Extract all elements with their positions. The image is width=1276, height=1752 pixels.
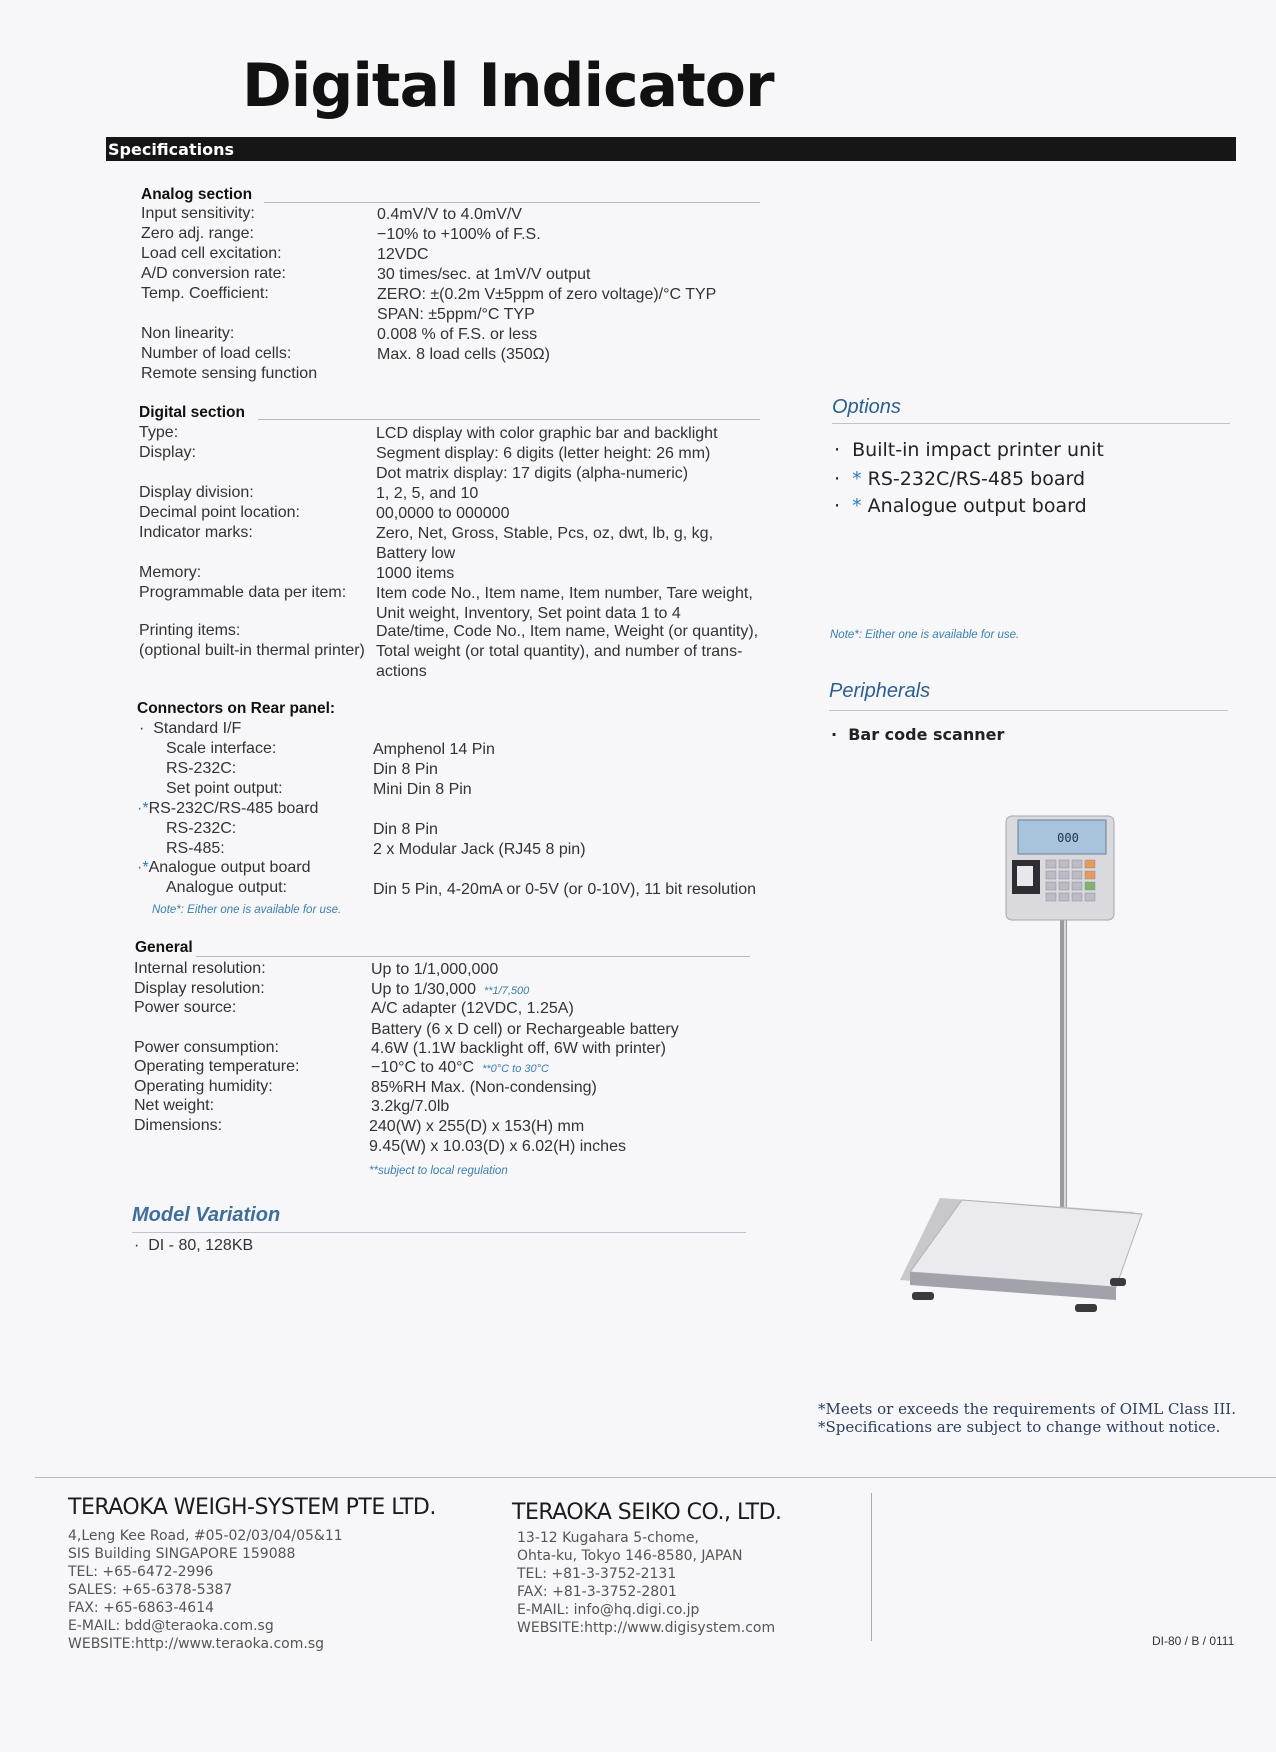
- analogue-board-label: ·*Analogue output board: [137, 859, 311, 876]
- digital-value: Zero, Net, Gross, Stable, Pcs, oz, dwt, lb, g, kg,: [376, 525, 714, 542]
- digital-value: Segment display: 6 digits (letter height: 26 mm): [376, 445, 711, 462]
- board-rs232-value: Din 8 Pin: [373, 821, 438, 838]
- company1-address-line: E-MAIL: bdd@teraoka.com.sg: [68, 1618, 274, 1634]
- option-item: · Built-in impact printer unit: [834, 439, 1104, 461]
- consumption-value: 4.6W (1.1W backlight off, 6W with printer): [371, 1040, 666, 1057]
- set-point-value: Mini Din 8 Pin: [373, 781, 472, 798]
- digital-value: Battery low: [376, 545, 456, 562]
- specifications-label: Specifications: [108, 140, 234, 159]
- scale-interface-value: Amphenol 14 Pin: [373, 741, 495, 758]
- company2-address: [517, 1529, 775, 1637]
- analog-label: Temp. Coefficient:: [141, 285, 269, 302]
- analogue-output-value: Din 5 Pin, 4-20mA or 0-5V (or 0-10V), 11 bit resolution: [373, 881, 756, 898]
- general-heading: General: [135, 939, 193, 956]
- indicator-head: [1006, 816, 1114, 920]
- digital-label: Programmable data per item:: [139, 584, 347, 601]
- digital-label: Printing items:: [139, 622, 241, 639]
- company2-address-line: E-MAIL: info@hq.digi.co.jp: [517, 1602, 700, 1618]
- company2-address-line: Ohta-ku, Tokyo 146-8580, JAPAN: [517, 1548, 743, 1564]
- digital-value: Date/time, Code No., Item name, Weight (or quantity),: [376, 623, 759, 640]
- digital-value: Dot matrix display: 17 digits (alpha-numeric): [376, 465, 689, 482]
- display-res-label: Display resolution:: [134, 980, 265, 997]
- company2-address-line: TEL: +81-3-3752-2131: [517, 1566, 677, 1582]
- digital-label: Memory:: [139, 564, 202, 581]
- options-note: Note*: Either one is available for use.: [830, 629, 1020, 641]
- optemp-label: Operating temperature:: [134, 1058, 300, 1075]
- specifications-bar: [106, 137, 1236, 161]
- digital-value: Total weight (or total quantity), and number of trans-: [376, 643, 743, 660]
- digital-value: LCD display with color graphic bar and backlight: [376, 425, 718, 442]
- humidity-value: 85%RH Max. (Non-condensing): [371, 1079, 597, 1096]
- company2-name: TERAOKA SEIKO CO., LTD.: [512, 1500, 782, 1525]
- dims-value-1: 240(W) x 255(D) x 153(H) mm: [369, 1118, 585, 1135]
- internal-res-value: Up to 1/1,000,000: [371, 961, 499, 978]
- page-title: Digital Indicator: [242, 51, 774, 121]
- digital-value: 00,0000 to 000000: [376, 505, 510, 522]
- options-heading: Options: [832, 396, 901, 418]
- scale-interface-label: Scale interface:: [166, 740, 277, 757]
- footer-rule: [35, 1477, 1276, 1478]
- company1-address: [68, 1527, 343, 1653]
- analogue-output-label: Analogue output:: [166, 879, 287, 896]
- general-rule: [196, 956, 750, 957]
- digital-heading: Digital section: [139, 404, 245, 421]
- peripherals-rule: [829, 710, 1228, 711]
- power-label: Power source:: [134, 999, 237, 1016]
- analog-label: Zero adj. range:: [141, 225, 254, 242]
- digital-value: 1000 items: [376, 565, 455, 582]
- analog-label: A/D conversion rate:: [141, 265, 286, 282]
- connectors-note: Note*: Either one is available for use.: [152, 904, 342, 916]
- analog-value: 30 times/sec. at 1mV/V output: [377, 266, 591, 283]
- analog-heading: Analog section: [141, 186, 253, 203]
- analog-label: Number of load cells:: [141, 345, 292, 362]
- model-variation-rule: [132, 1232, 746, 1233]
- optemp-value: −10°C to 40°C **0°C to 30°C: [371, 1059, 549, 1076]
- humidity-label: Operating humidity:: [134, 1078, 273, 1095]
- company1-address-line: SIS Building SINGAPORE 159088: [68, 1546, 296, 1562]
- document-reference: DI-80 / B / 0111: [1152, 1634, 1235, 1648]
- company2-address-line: FAX: +81-3-3752-2801: [517, 1584, 677, 1600]
- digital-value: Unit weight, Inventory, Set point data 1 to 4: [376, 605, 681, 622]
- company1-address-line: WEBSITE:http://www.teraoka.com.sg: [68, 1636, 325, 1652]
- analog-value: ZERO: ±(0.2m V±5ppm of zero voltage)/°C TYP: [377, 286, 717, 303]
- analog-label: Remote sensing function: [141, 365, 318, 382]
- analog-value: −10% to +100% of F.S.: [377, 226, 541, 243]
- analog-value: 12VDC: [377, 246, 429, 263]
- analog-label: Load cell excitation:: [141, 245, 282, 262]
- lcd-readout: 000: [1057, 831, 1079, 845]
- dims-value-2: 9.45(W) x 10.03(D) x 6.02(H) inches: [369, 1138, 626, 1155]
- company2-address-line: WEBSITE:http://www.digisystem.com: [517, 1620, 776, 1636]
- board-rs485-label: RS-485:: [166, 840, 225, 857]
- power-value-2: Battery (6 x D cell) or Rechargeable battery: [371, 1021, 679, 1038]
- digital-label: Display division:: [139, 484, 254, 501]
- company1-address-line: TEL: +65-6472-2996: [68, 1564, 214, 1580]
- analog-value: 0.008 % of F.S. or less: [377, 326, 538, 343]
- board-rs232-label: RS-232C:: [166, 820, 237, 837]
- general-note: **subject to local regulation: [369, 1165, 508, 1177]
- connectors-heading: Connectors on Rear panel:: [137, 700, 336, 717]
- analog-rule: [264, 202, 760, 203]
- digital-label: Display:: [139, 444, 196, 461]
- disclaimer: [818, 1400, 1236, 1436]
- company2-address-line: 13-12 Kugahara 5-chome,: [517, 1530, 699, 1546]
- digital-value: Item code No., Item name, Item number, Tare weight,: [376, 585, 753, 602]
- rs232-value: Din 8 Pin: [373, 761, 438, 778]
- options-rule: [832, 423, 1230, 424]
- option-item: · * Analogue output board: [834, 495, 1087, 517]
- model-variation-item: · DI - 80, 128KB: [134, 1237, 254, 1254]
- analog-value: 0.4mV/V to 4.0mV/V: [377, 206, 522, 223]
- analog-value: SPAN: ±5ppm/°C TYP: [377, 306, 535, 323]
- analog-value: Max. 8 load cells (350Ω): [377, 346, 550, 363]
- footer-divider: [871, 1493, 872, 1641]
- digital-value: actions: [376, 663, 427, 680]
- company1-name: TERAOKA WEIGH-SYSTEM PTE LTD.: [68, 1495, 436, 1520]
- scale-illustration: [880, 800, 1180, 1340]
- digital-label: (optional built-in thermal printer): [139, 642, 365, 659]
- digital-label: Indicator marks:: [139, 524, 253, 541]
- weight-value: 3.2kg/7.0lb: [371, 1098, 450, 1115]
- digital-label: Decimal point location:: [139, 504, 300, 521]
- company1-address-line: SALES: +65-6378-5387: [68, 1582, 233, 1598]
- internal-res-label: Internal resolution:: [134, 960, 266, 977]
- company1-address-line: FAX: +65-6863-4614: [68, 1600, 215, 1616]
- board-rs485-value: 2 x Modular Jack (RJ45 8 pin): [373, 841, 586, 858]
- power-value-1: A/C adapter (12VDC, 1.25A): [371, 1000, 574, 1017]
- display-res-value: Up to 1/30,000 **1/7,500: [371, 981, 530, 998]
- company1-address-line: 4,Leng Kee Road, #05-02/03/04/05&11: [68, 1528, 343, 1544]
- consumption-label: Power consumption:: [134, 1039, 279, 1056]
- weight-label: Net weight:: [134, 1097, 215, 1114]
- analog-label: Non linearity:: [141, 325, 235, 342]
- option-item: · * RS-232C/RS-485 board: [834, 468, 1086, 490]
- disclaimer-line-1: *Meets or exceeds the requirements of OIML Class III.: [818, 1400, 1236, 1418]
- digital-value: 1, 2, 5, and 10: [376, 485, 479, 502]
- rs232-label: RS-232C:: [166, 760, 237, 777]
- standard-if: · Standard I/F: [139, 720, 242, 737]
- set-point-label: Set point output:: [166, 780, 283, 797]
- analog-label: Input sensitivity:: [141, 205, 255, 222]
- digital-rule: [258, 419, 760, 420]
- dims-label: Dimensions:: [134, 1117, 223, 1134]
- disclaimer-line-2: *Specifications are subject to change without notice.: [818, 1418, 1221, 1436]
- model-variation-heading: Model Variation: [132, 1204, 281, 1226]
- rs-board-label: ·*RS-232C/RS-485 board: [137, 800, 319, 817]
- peripherals-heading: Peripherals: [829, 680, 931, 702]
- weighing-platform: [900, 1198, 1142, 1312]
- peripheral-item: · Bar code scanner: [831, 725, 1005, 744]
- digital-label: Type:: [139, 424, 179, 441]
